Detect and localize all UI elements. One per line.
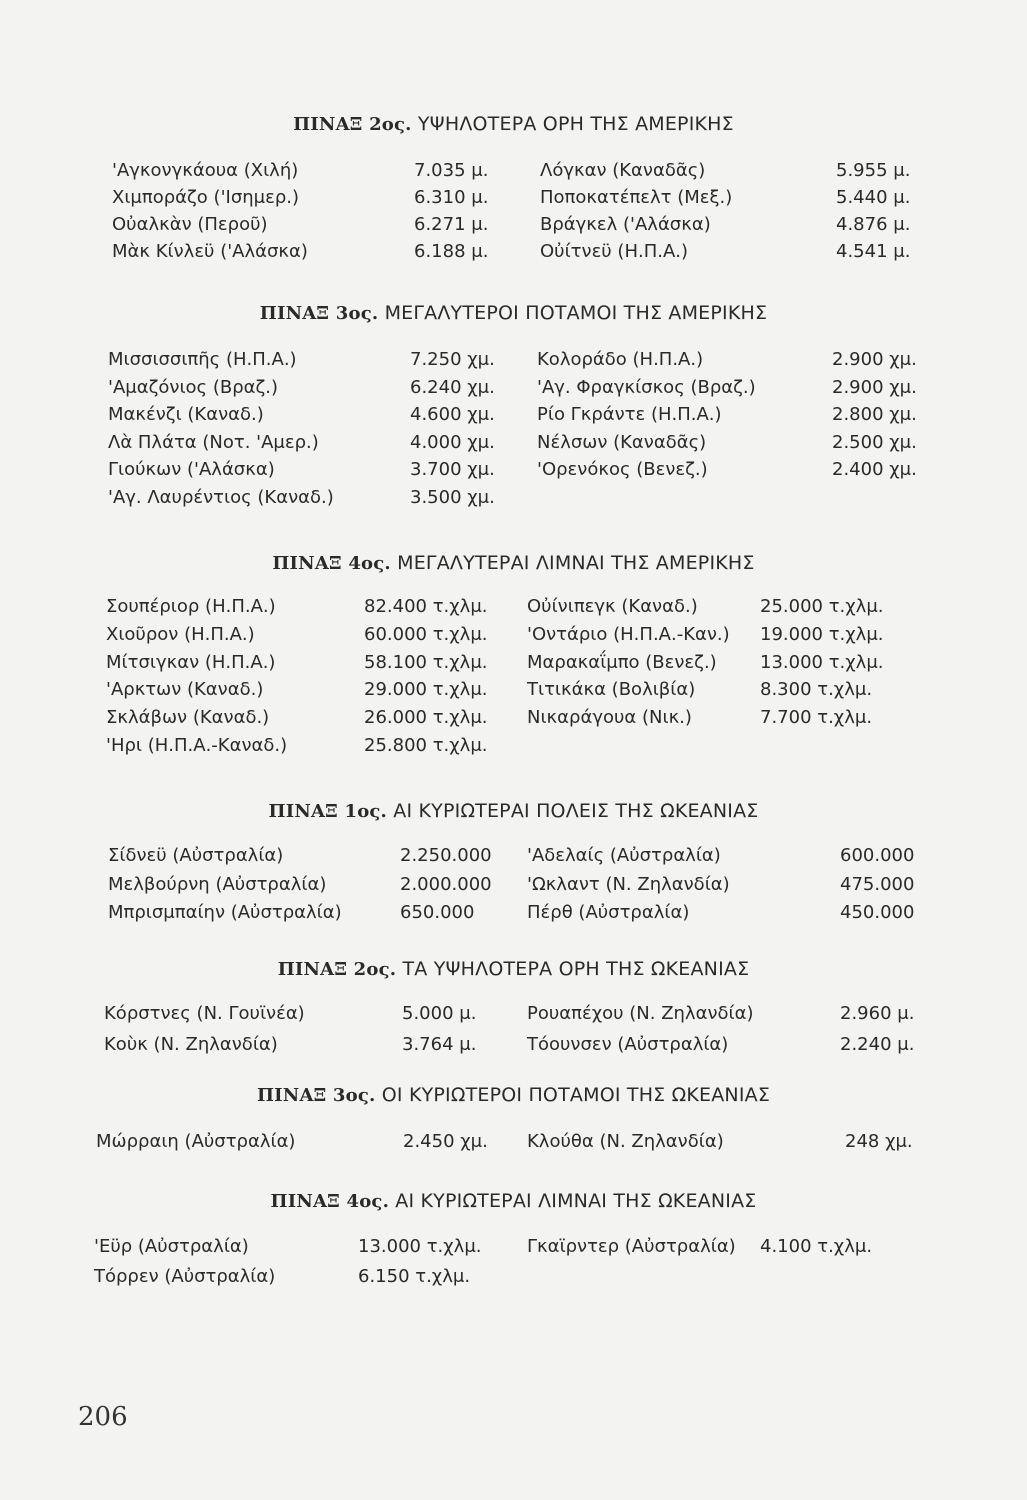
table-row: [0, 160, 1027, 188]
entry-value: 248 χμ.: [845, 1131, 913, 1152]
entry-value: 6.240 χμ.: [410, 377, 495, 398]
entry-value: 600.000: [840, 845, 915, 866]
table-row: [0, 1266, 1027, 1294]
entry-value: 5.955 μ.: [836, 160, 911, 181]
table-label: ΠΙΝΑΞ 2ος.: [293, 114, 412, 135]
entry-value: 4.600 χμ.: [410, 404, 495, 425]
entry-value: 13.000 τ.χλμ.: [760, 652, 884, 673]
entry-name: Νέλσων (Καναδᾶς): [537, 432, 707, 453]
entry-value: 450.000: [840, 902, 915, 923]
entry-name: Μὰκ Κίνλεϋ ('Αλάσκα): [112, 241, 308, 262]
table-row: [0, 377, 1027, 405]
entry-name: Νικαράγουα (Νικ.): [527, 707, 692, 728]
entry-name: Σκλάβων (Καναδ.): [106, 707, 270, 728]
entry-name: Σουπέριορ (Η.Π.Α.): [106, 596, 276, 617]
entry-value: 6.150 τ.χλμ.: [358, 1266, 471, 1287]
entry-name: 'Οντάριο (Η.Π.Α.-Καν.): [527, 624, 730, 645]
entry-name: Ρουαπέχου (Ν. Ζηλανδία): [527, 1003, 754, 1024]
entry-value: 2.800 χμ.: [832, 404, 917, 425]
entry-value: 3.500 χμ.: [410, 487, 495, 508]
entry-name: 'Αρκτων (Καναδ.): [106, 679, 264, 700]
table-title: ΟΙ ΚΥΡΙΩΤΕΡΟΙ ΠΟΤΑΜΟΙ ΤΗΣ ΩΚΕΑΝΙΑΣ: [375, 1084, 771, 1106]
table-row: [0, 874, 1027, 902]
entry-value: 29.000 τ.χλμ.: [364, 679, 488, 700]
entry-name: Τόρρεν (Αὐστραλία): [94, 1266, 276, 1287]
entry-name: 'Ωκλαντ (Ν. Ζηλανδία): [527, 874, 730, 895]
table-row: [0, 214, 1027, 242]
table-row: [0, 1003, 1027, 1031]
table-row: [0, 652, 1027, 680]
table-label: ΠΙΝΑΞ 3ος.: [256, 1085, 376, 1106]
table-row: [0, 707, 1027, 735]
table-label: ΠΙΝΑΞ 3ος.: [259, 303, 379, 324]
table-row: [0, 1034, 1027, 1062]
entry-value: 25.000 τ.χλμ.: [760, 596, 884, 617]
entry-name: Κολοράδο (Η.Π.Α.): [537, 349, 704, 370]
table-row: [0, 241, 1027, 269]
entry-value: 2.500 χμ.: [832, 432, 917, 453]
entry-name: Τόουνσεν (Αὐστραλία): [527, 1034, 729, 1055]
entry-value: 8.300 τ.χλμ.: [760, 679, 873, 700]
entry-name: 'Αμαζόνιος (Βραζ.): [108, 377, 279, 398]
entry-value: 2.400 χμ.: [832, 459, 917, 480]
entry-name: 'Αγ. Λαυρέντιος (Καναδ.): [108, 487, 334, 508]
table-row: [0, 1131, 1027, 1159]
entry-value: 2.960 μ.: [840, 1003, 915, 1024]
entry-value: 7.700 τ.χλμ.: [760, 707, 873, 728]
entry-name: Μπρισμπαίην (Αὐστραλία): [108, 902, 342, 923]
table-title: ΥΨΗΛΟΤΕΡΑ ΟΡΗ ΤΗΣ ΑΜΕΡΙΚΗΣ: [411, 113, 734, 135]
entry-name: Γκαϊρντερ (Αὐστραλία): [527, 1236, 736, 1257]
page-number: 206: [78, 1402, 128, 1432]
table-row: [0, 845, 1027, 873]
entry-value: 82.400 τ.χλμ.: [364, 596, 488, 617]
entry-value: 6.310 μ.: [414, 187, 489, 208]
entry-name: Πέρθ (Αὐστραλία): [527, 902, 690, 923]
entry-name: Λὰ Πλάτα (Νοτ. 'Αμερ.): [108, 432, 319, 453]
entry-name: 'Αδελαίς (Αὐστραλία): [527, 845, 721, 866]
entry-name: Χιμποράζο ('Ισημερ.): [112, 187, 299, 208]
entry-name: Τιτικάκα (Βολιβία): [527, 679, 696, 700]
entry-value: 5.440 μ.: [836, 187, 911, 208]
table-title: ΑΙ ΚΥΡΙΩΤΕΡΑΙ ΛΙΜΝΑΙ ΤΗΣ ΩΚΕΑΝΙΑΣ: [389, 1190, 757, 1212]
entry-value: 2.450 χμ.: [403, 1131, 488, 1152]
table-heading: [0, 113, 1027, 135]
entry-value: 6.188 μ.: [414, 241, 489, 262]
entry-value: 4.876 μ.: [836, 214, 911, 235]
table-label: ΠΙΝΑΞ 4ος.: [270, 1191, 390, 1212]
table-heading: [0, 1190, 1027, 1212]
entry-name: Οὐίνιπεγκ (Καναδ.): [527, 596, 698, 617]
entry-name: Κοὺκ (Ν. Ζηλανδία): [104, 1034, 278, 1055]
entry-name: Βράγκελ ('Αλάσκα): [540, 214, 711, 235]
entry-value: 58.100 τ.χλμ.: [364, 652, 488, 673]
table-row: [0, 432, 1027, 460]
table-label: ΠΙΝΑΞ 1ος.: [268, 801, 388, 822]
table-heading: [0, 800, 1027, 822]
entry-value: 13.000 τ.χλμ.: [358, 1236, 482, 1257]
table-heading: [0, 958, 1027, 980]
entry-name: Οὐίτνεϋ (Η.Π.Α.): [540, 241, 689, 262]
entry-name: Μίτσιγκαν (Η.Π.Α.): [106, 652, 276, 673]
table-row: [0, 735, 1027, 763]
table-row: [0, 404, 1027, 432]
table-heading: [0, 1084, 1027, 1106]
table-row: [0, 187, 1027, 215]
entry-value: 2.000.000: [400, 874, 492, 895]
entry-value: 2.900 χμ.: [832, 377, 917, 398]
table-row: [0, 487, 1027, 515]
entry-value: 2.240 μ.: [840, 1034, 915, 1055]
table-row: [0, 459, 1027, 487]
table-title: ΜΕΓΑΛΥΤΕΡΑΙ ΛΙΜΝΑΙ ΤΗΣ ΑΜΕΡΙΚΗΣ: [390, 552, 755, 574]
entry-name: Γιούκων ('Αλάσκα): [108, 459, 275, 480]
entry-name: Μακένζι (Καναδ.): [108, 404, 264, 425]
table-heading: [0, 302, 1027, 324]
entry-name: Κόρστνες (Ν. Γουϊνέα): [104, 1003, 305, 1024]
entry-name: Κλούθα (Ν. Ζηλανδία): [527, 1131, 724, 1152]
entry-value: 650.000: [400, 902, 475, 923]
entry-value: 4.000 χμ.: [410, 432, 495, 453]
entry-value: 2.250.000: [400, 845, 492, 866]
entry-name: Μώρραιη (Αὐστραλία): [96, 1131, 296, 1152]
table-row: [0, 349, 1027, 377]
entry-name: 'Αγ. Φραγκίσκος (Βραζ.): [537, 377, 756, 398]
entry-name: Σίδνεϋ (Αὐστραλία): [108, 845, 284, 866]
entry-value: 19.000 τ.χλμ.: [760, 624, 884, 645]
table-title: ΑΙ ΚΥΡΙΩΤΕΡΑΙ ΠΟΛΕΙΣ ΤΗΣ ΩΚΕΑΝΙΑΣ: [387, 800, 759, 822]
entry-name: Λόγκαν (Καναδᾶς): [540, 160, 706, 181]
entry-value: 3.764 μ.: [402, 1034, 477, 1055]
table-title: ΜΕΓΑΛΥΤΕΡΟΙ ΠΟΤΑΜΟΙ ΤΗΣ ΑΜΕΡΙΚΗΣ: [378, 302, 768, 324]
table-row: [0, 902, 1027, 930]
table-title: ΤΑ ΥΨΗΛΟΤΕΡΑ ΟΡΗ ΤΗΣ ΩΚΕΑΝΙΑΣ: [396, 958, 750, 980]
entry-name: 'Ηρι (Η.Π.Α.-Καναδ.): [106, 735, 288, 756]
table-row: [0, 1236, 1027, 1264]
entry-value: 4.541 μ.: [836, 241, 911, 262]
table-row: [0, 624, 1027, 652]
entry-value: 7.035 μ.: [414, 160, 489, 181]
table-row: [0, 679, 1027, 707]
entry-value: 3.700 χμ.: [410, 459, 495, 480]
entry-value: 7.250 χμ.: [410, 349, 495, 370]
table-heading: [0, 552, 1027, 574]
entry-name: Μισσισσιπῆς (Η.Π.Α.): [108, 349, 297, 370]
entry-name: 'Εϋρ (Αὐστραλία): [94, 1236, 249, 1257]
entry-name: Μελβούρνη (Αὐστραλία): [108, 874, 327, 895]
entry-name: 'Ορενόκος (Βενεζ.): [537, 459, 708, 480]
entry-value: 6.271 μ.: [414, 214, 489, 235]
entry-value: 475.000: [840, 874, 915, 895]
entry-name: Ποποκατέπελτ (Μεξ.): [540, 187, 733, 208]
entry-name: Ρίο Γκράντε (Η.Π.Α.): [537, 404, 722, 425]
entry-value: 26.000 τ.χλμ.: [364, 707, 488, 728]
table-label: ΠΙΝΑΞ 4ος.: [272, 553, 391, 574]
entry-name: Χιοῦρον (Η.Π.Α.): [106, 624, 255, 645]
entry-value: 25.800 τ.χλμ.: [364, 735, 488, 756]
entry-value: 2.900 χμ.: [832, 349, 917, 370]
entry-value: 60.000 τ.χλμ.: [364, 624, 488, 645]
table-label: ΠΙΝΑΞ 2ος.: [277, 959, 397, 980]
entry-name: Μαρακαΐμπο (Βενεζ.): [527, 652, 717, 673]
entry-name: Οὐαλκὰν (Περοῦ): [112, 214, 268, 235]
entry-value: 4.100 τ.χλμ.: [760, 1236, 873, 1257]
entry-name: 'Αγκονγκάουα (Χιλή): [112, 160, 299, 181]
table-row: [0, 596, 1027, 624]
entry-value: 5.000 μ.: [402, 1003, 477, 1024]
